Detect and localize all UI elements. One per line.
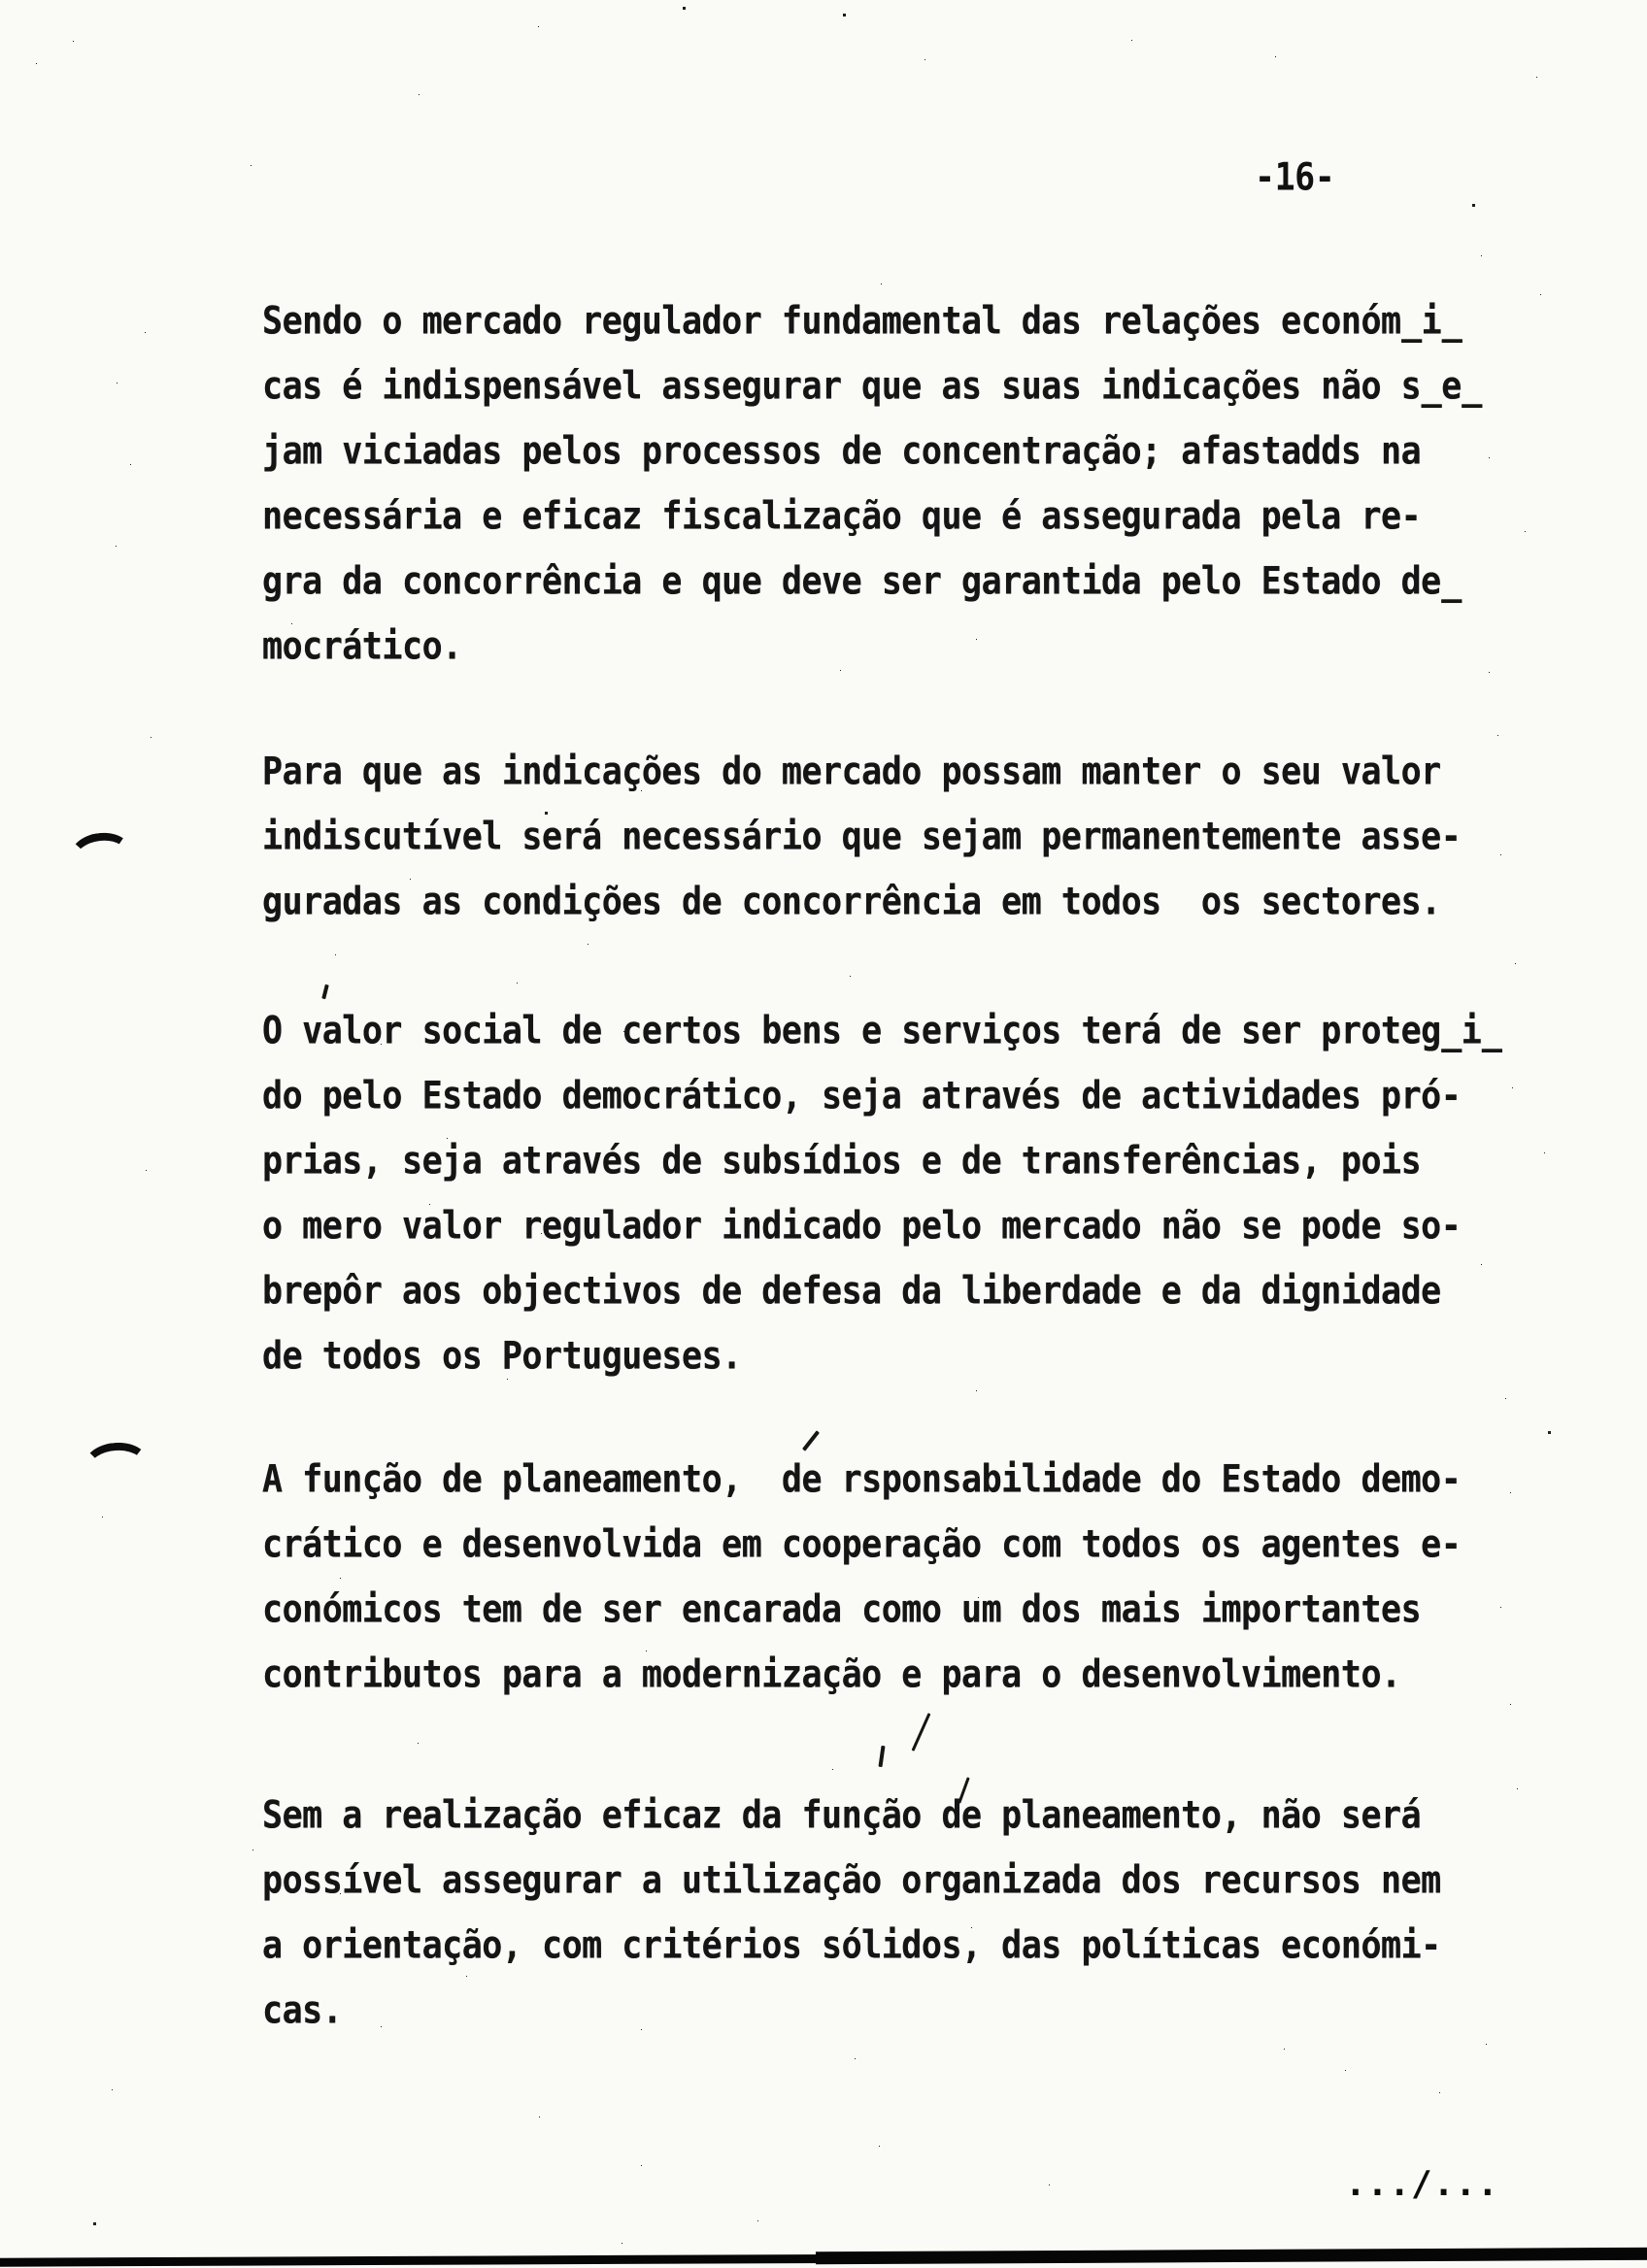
scan-edge-line <box>816 2248 1647 2265</box>
text-line: Para que as indicações do mercado possam manter o seu valor <box>262 750 1441 794</box>
text-line: conómicos tem de ser encarada como um dos mais importantes <box>262 1587 1422 1632</box>
text-line: jam viciadas pelos processos de concentração; afastadds na <box>262 429 1422 474</box>
page-number: -16- <box>1255 155 1335 200</box>
text-line: indiscutível será necessário que sejam permanentemente asse- <box>262 815 1462 859</box>
scan-noise-specks <box>0 0 3 3</box>
text-line: possível assegurar a utilização organizada dos recursos nem <box>262 1858 1441 1903</box>
text-line: prias, seja através de subsídios e de transferências, pois <box>262 1139 1422 1184</box>
text-line: necessária e eficaz fiscalização que é assegurada pela re- <box>262 494 1422 539</box>
continuation-mark: .../... <box>1345 2164 1499 2204</box>
text-line: contributos para a modernização e para o desenvolvimento. <box>262 1652 1401 1697</box>
text-line: Sem a realização eficaz da função de planeamento, não será <box>262 1793 1422 1838</box>
handwritten-arc-mark <box>82 1441 151 1491</box>
text-line: o mero valor regulador indicado pelo mercado não se pode so- <box>262 1204 1462 1249</box>
text-line: A função de planeamento, de rsponsabilidade do Estado demo- <box>262 1457 1462 1502</box>
text-line: de todos os Portugueses. <box>262 1334 742 1379</box>
text-line: do pelo Estado democrático, seja através de actividades pró- <box>262 1074 1462 1118</box>
handwritten-arc-mark <box>67 829 134 880</box>
caret-pen-mark <box>802 1430 820 1451</box>
text-line: a orientação, com critérios sólidos, das políticas económi- <box>262 1923 1441 1968</box>
text-line: crático e desenvolvida em cooperação com todos os agentes e- <box>262 1522 1462 1567</box>
text-line: guradas as condições de concorrência em todos os sectores. <box>262 880 1441 924</box>
text-line: gra da concorrência e que deve ser garantida pelo Estado de̲ <box>262 559 1462 604</box>
text-line: mocrático. <box>262 624 462 669</box>
text-line: brepôr aos objectivos de defesa da liberdade e da dignidade <box>262 1269 1441 1314</box>
text-line: O valor social de certos bens e serviços terá de ser proteg̲i̲ <box>262 1009 1502 1053</box>
text-line: cas é indispensável assegurar que as suas indicações não s̲e̲ <box>262 364 1482 409</box>
stray-pen-tick <box>878 1746 885 1767</box>
text-line: cas. <box>262 1988 343 2033</box>
stray-pen-slash <box>912 1713 931 1751</box>
text-line: Sendo o mercado regulador fundamental das relações económ̲i̲ <box>262 299 1462 344</box>
stray-pen-tick <box>321 984 329 1000</box>
